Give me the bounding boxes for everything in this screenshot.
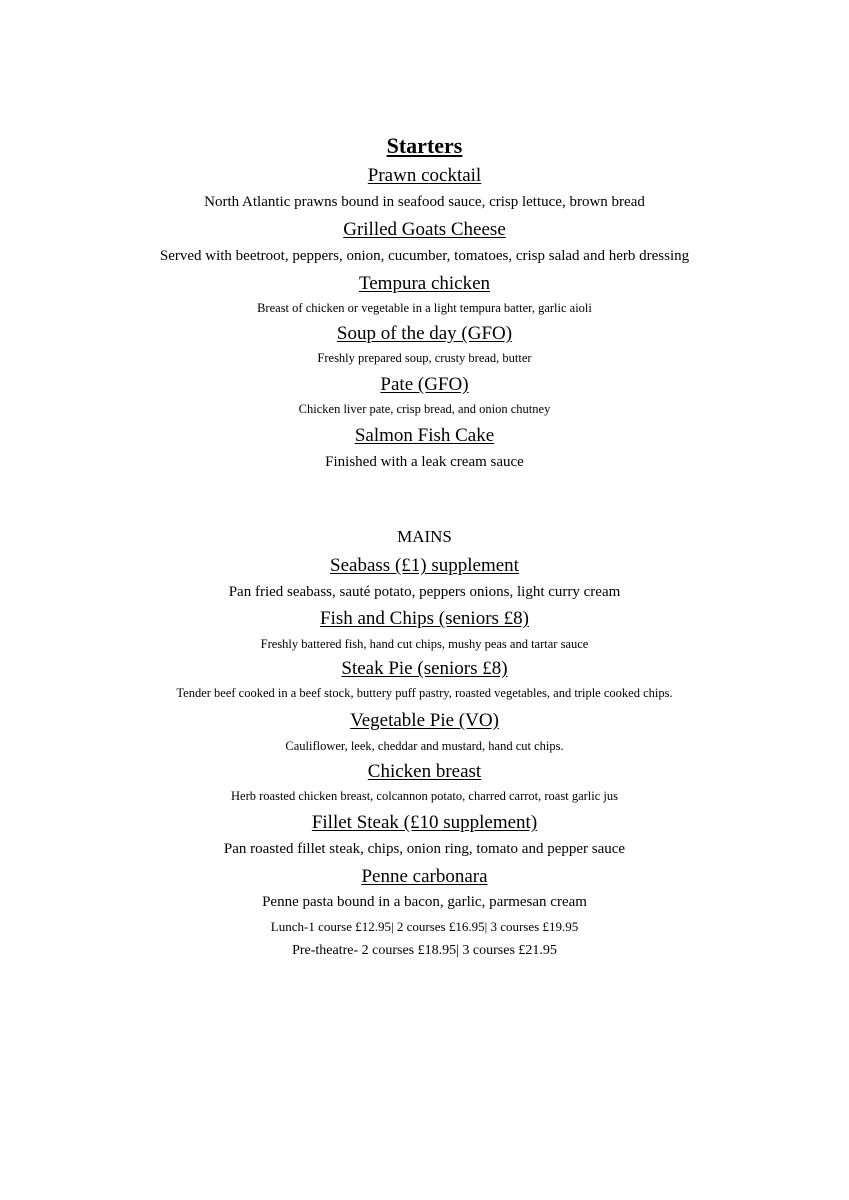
dish-description: Chicken liver pate, crisp bread, and onion chutney [298, 402, 551, 416]
dish-description: Freshly battered fish, hand cut chips, mushy peas and tartar sauce [260, 637, 589, 651]
dish-description: Pan roasted fillet steak, chips, onion ring, tomato and pepper sauce [223, 841, 626, 857]
dish-name: Fish and Chips (seniors £8) [320, 608, 529, 629]
dish-description: North Atlantic prawns bound in seafood sauce, crisp lettuce, brown bread [204, 194, 645, 210]
dish-description: Pan fried seabass, sauté potato, peppers onions, light curry cream [228, 584, 621, 600]
dish-name: Seabass (£1) supplement [330, 555, 519, 576]
dish-description: Finished with a leak cream sauce [325, 454, 524, 470]
dish-description: Penne pasta bound in a bacon, garlic, parmesan cream [262, 894, 587, 910]
dish-description: Herb roasted chicken breast, colcannon potato, charred carrot, roast garlic jus [231, 789, 618, 803]
dish-description: Served with beetroot, peppers, onion, cucumber, tomatoes, crisp salad and herb dressing [159, 248, 690, 264]
dish-name: Vegetable Pie (VO) [350, 710, 499, 731]
lunch-pricing: Lunch-1 course £12.95| 2 courses £16.95| 3 courses £19.95 [270, 919, 579, 934]
dish-name: Soup of the day (GFO) [336, 323, 513, 344]
starters-heading: Starters [386, 133, 463, 158]
dish-name: Pate (GFO) [380, 374, 469, 395]
pre-theatre-pricing: Pre-theatre- 2 courses £18.95| 3 courses £21.95 [292, 943, 557, 958]
dish-description: Tender beef cooked in a beef stock, buttery puff pastry, roasted vegetables, and triple cooked chips. [176, 686, 673, 700]
dish-description: Cauliflower, leek, cheddar and mustard, hand cut chips. [285, 739, 564, 753]
dish-name: Salmon Fish Cake [354, 425, 495, 446]
dish-name: Fillet Steak (£10 supplement) [311, 812, 538, 833]
dish-name: Chicken breast [367, 761, 482, 782]
dish-name: Prawn cocktail [367, 165, 482, 186]
dish-name: Penne carbonara [361, 866, 488, 887]
dish-name: Grilled Goats Cheese [343, 219, 506, 240]
dish-description: Breast of chicken or vegetable in a light tempura batter, garlic aioli [257, 301, 592, 315]
dish-name: Steak Pie (seniors £8) [341, 658, 508, 679]
mains-heading: MAINS [397, 527, 452, 546]
dish-name: Tempura chicken [358, 273, 491, 294]
dish-description: Freshly prepared soup, crusty bread, butter [317, 351, 532, 365]
